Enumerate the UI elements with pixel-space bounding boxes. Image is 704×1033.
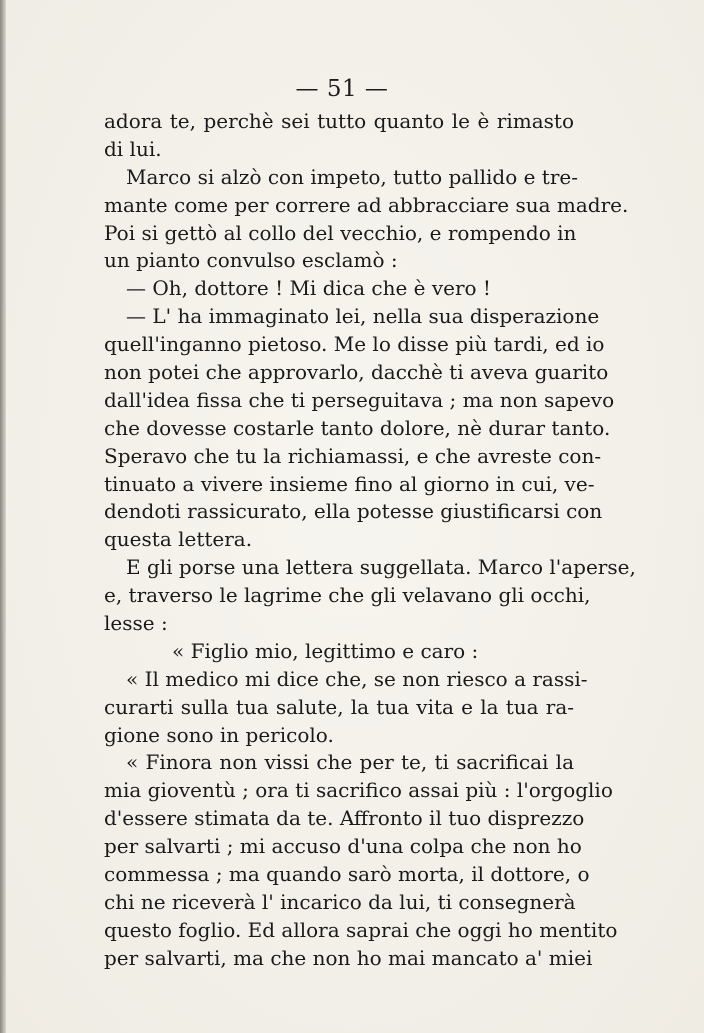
text-line: dall'idea fissa che ti perseguitava ; ma non sapevo <box>104 387 615 412</box>
text-line: Speravo che tu la richiamassi, e che avreste con- <box>104 443 602 468</box>
body-text <box>104 108 636 973</box>
text-line: commessa ; ma quando sarò morta, il dottore, o <box>104 862 590 887</box>
text-line: questa lettera. <box>104 527 253 552</box>
text-line: « Figlio mio, legittimo e caro : <box>172 638 479 663</box>
page-number: — 51 — <box>295 76 389 102</box>
text-line: « Finora non vissi che per te, ti sacrificai la <box>126 750 574 775</box>
text-line: non potei che approvarlo, dacchè ti aveva guarito <box>104 360 609 385</box>
text-line: Marco si alzò con impeto, tutto pallido e tre- <box>126 164 579 189</box>
text-line: mia gioventù ; ora ti sacrifico assai più : l'orgoglio <box>104 778 613 803</box>
text-line: questo foglio. Ed allora saprai che oggi ho mentito <box>104 917 618 942</box>
text-line: adora te, perchè sei tutto quanto le è rimasto <box>104 109 574 133</box>
text-line: d'essere stimata da te. Affronto il tuo disprezzo <box>104 806 585 831</box>
text-line: lesse : <box>104 611 168 636</box>
page-binding-edge <box>0 0 6 1033</box>
text-line: un pianto convulso esclamò : <box>104 248 398 273</box>
text-line: per salvarti, ma che non ho mai mancato a' miei <box>104 945 593 970</box>
text-line: — L' ha immaginato lei, nella sua disperazione <box>126 304 600 329</box>
text-line: E gli porse una lettera suggellata. Marco l'aperse, <box>126 555 636 580</box>
text-line: per salvarti ; mi accuso d'una colpa che non ho <box>104 834 582 859</box>
text-line: « Il medico mi dice che, se non riesco a rassi- <box>126 666 588 691</box>
text-line: e, traverso le lagrime che gli velavano gli occhi, <box>104 583 591 608</box>
text-line: dendoti rassicurato, ella potesse giustificarsi con <box>104 499 603 524</box>
text-line: mante come per correre ad abbracciare sua madre. <box>104 192 629 217</box>
text-line: Poi si gettò al collo del vecchio, e rompendo in <box>104 220 577 245</box>
text-line: chi ne riceverà l' incarico da lui, ti consegnerà <box>104 889 576 914</box>
text-line: curarti sulla tua salute, la tua vita e la tua ra- <box>104 694 574 719</box>
text-line: tinuato a vivere insieme fino al giorno in cui, ve- <box>104 471 595 496</box>
text-line: di lui. <box>104 136 162 161</box>
text-line: che dovesse costarle tanto dolore, nè durar tanto. <box>104 415 611 440</box>
text-line: — Oh, dottore ! Mi dica che è vero ! <box>126 276 491 301</box>
text-line: quell'inganno pietoso. Me lo disse più tardi, ed io <box>104 332 605 357</box>
text-line: gione sono in pericolo. <box>104 722 334 747</box>
